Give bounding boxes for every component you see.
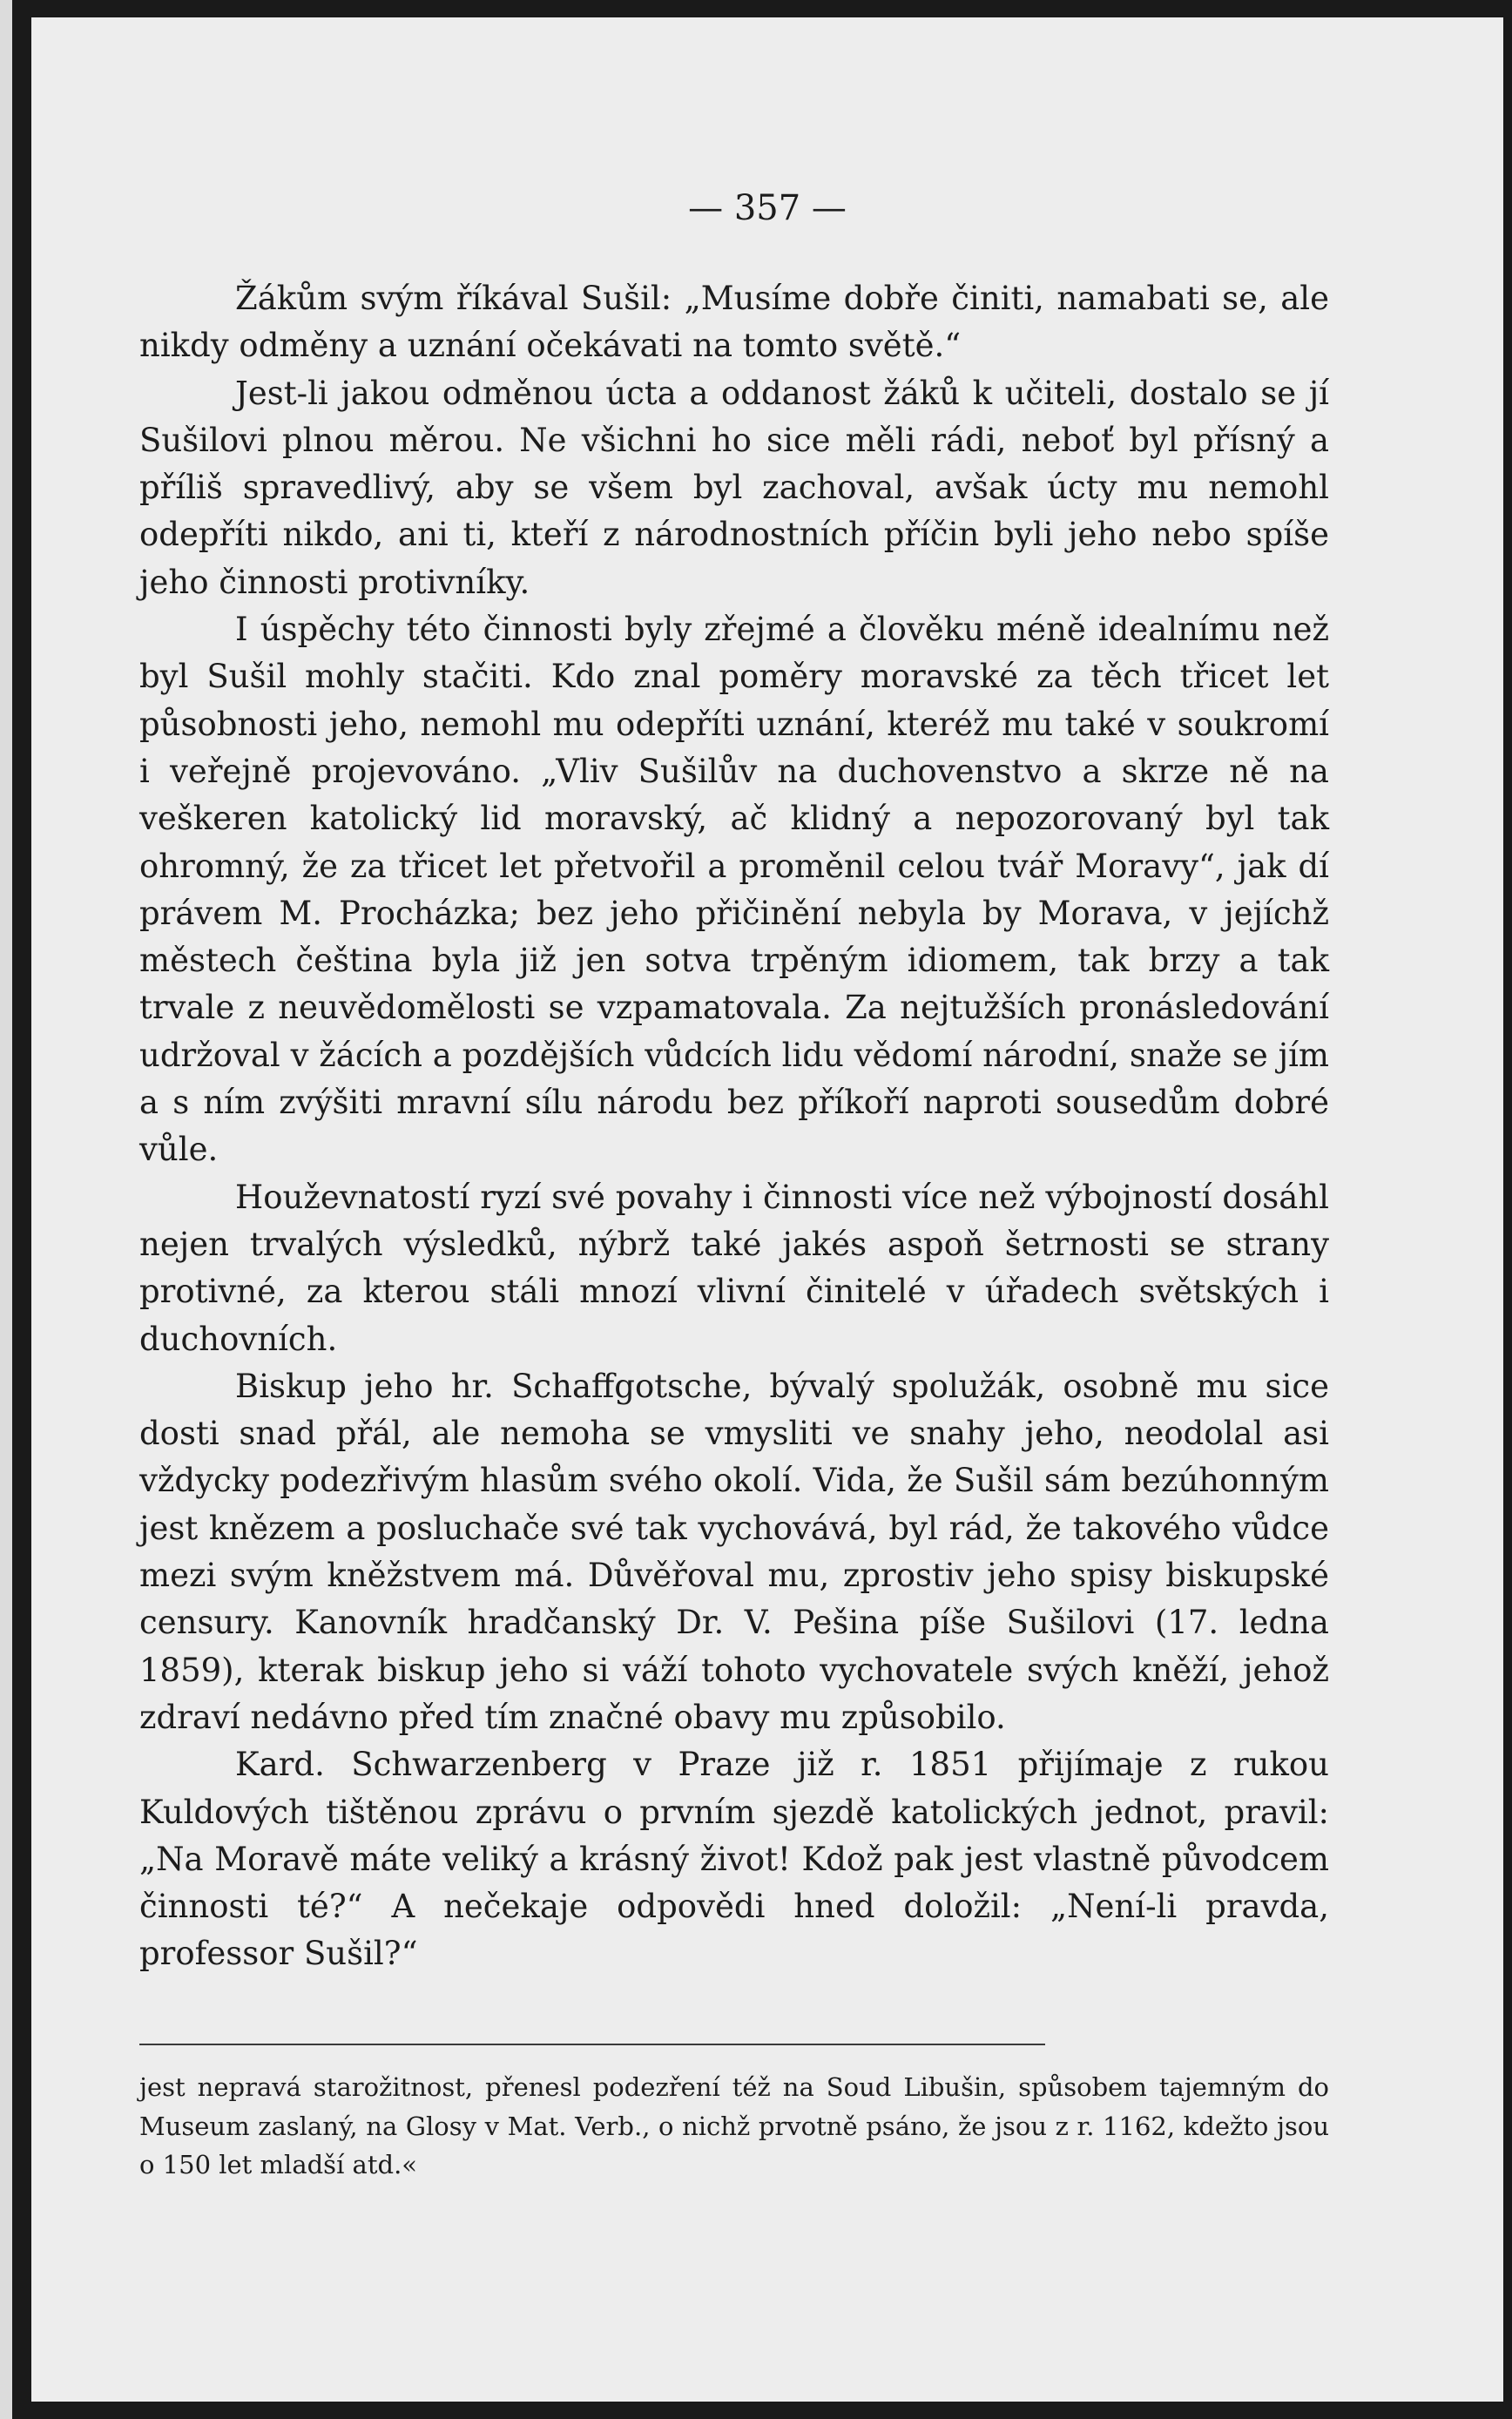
- paragraph-3: I úspěchy této činnosti byly zřejmé a člověku méně idealnímu než byl Sušil mohly stačiti. Kdo znal poměry moravské za těch třicet let působnosti jeho, nemohl mu odepříti uznání, kteréž mu také v soukromí i veřejně projevováno. „Vliv Sušilův na duchovenstvo a skrze ně na veškeren katolický lid moravský, ač klidný a nepozorovaný byl tak ohromný, že za třicet let přetvořil a proměnil celou tvář Moravy“, jak dí právem M. Procházka; bez jeho přičinění nebyla by Morava, v jejíchž městech čeština byla již jen sotva trpěným idiomem, tak brzy a tak trvale z neuvědomělosti se vzpamatovala. Za nejtužších pronásledování udržoval v žácích a pozdějších vůdcích lidu vědomí národní, snaže se jím a s ním zvýšiti mravní sílu národu bez příkoří naproti sousedům dobré vůle.: [139, 611, 1329, 1169]
- page-number: — 357 —: [688, 188, 847, 228]
- paragraph-5: Biskup jeho hr. Schaffgotsche, bývalý spolužák, osobně mu sice dosti snad přál, ale nemoha se vmysliti ve snahy jeho, neodolal asi vždycky podezřivým hlasům svého okolí. Vida, že Sušil sám bezúhonným jest knězem a posluchače své tak vychovává, byl rád, že takového vůdce mezi svým kněžstvem má. Důvěřoval mu, zprostiv jeho spisy biskupské censury. Kanovník hradčanský Dr. V. Pešina píše Sušilovi (17. ledna 1859), kterak biskup jeho si váží tohoto vychovatele svých kněží, jehož zdraví nedávno před tím značné obavy mu způsobilo.: [139, 1367, 1329, 1736]
- main-text: [139, 275, 1329, 1978]
- book-page: [31, 17, 1503, 2402]
- paragraph-2: Jest-li jakou odměnou úcta a oddanost žáků k učiteli, dostalo se jí Sušilovi plnou měrou. Ne všichni ho sice měli rádi, neboť byl přísný a příliš spravedlivý, aby se všem byl zachoval, avšak úcty mu nemohl odepříti nikdo, ani ti, kteří z národnostních příčin byli jeho nebo spíše jeho činnosti protivníky.: [139, 374, 1329, 601]
- paragraph-1: Žákům svým říkával Sušil: „Musíme dobře činiti, namabati se, ale nikdy odměny a uznání očekávati na tomto světě.“: [139, 280, 1329, 365]
- footnote-divider: [139, 2044, 1045, 2045]
- scan-edge: [0, 0, 12, 2419]
- paragraph-4: Houževnatostí ryzí své povahy i činnosti více než výbojností dosáhl nejen trvalých výsledků, nýbrž také jakés aspoň šetrnosti se strany protivné, za kterou stáli mnozí vlivní činitelé v úřadech světských i duchovních.: [139, 1178, 1329, 1358]
- footnote: [139, 2068, 1329, 2185]
- footnote-text: jest nepravá starožitnost, přenesl podezření též na Soud Libušin, spůsobem tajemným do Museum zaslaný, na Glosy v Mat. Verb., o nichž prvotně psáno, že jsou z r. 1162, kdežto jsou o 150 let mladší atd.«: [139, 2072, 1329, 2179]
- paragraph-6: Kard. Schwarzenberg v Praze již r. 1851 přijímaje z rukou Kuldových tištěnou zprávu o prvním sjezdě katolických jednot, pravil: „Na Moravě máte veliký a krásný život! Kdož pak jest vlastně původcem činnosti té?“ A nečekaje odpovědi hned doložil: „Není-li pravda, professor Sušil?“: [139, 1746, 1329, 1973]
